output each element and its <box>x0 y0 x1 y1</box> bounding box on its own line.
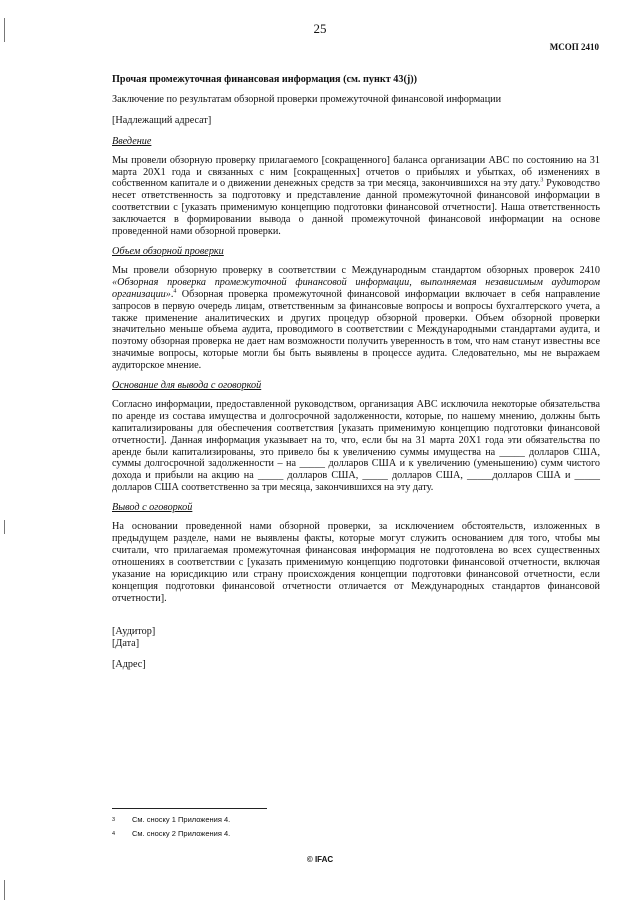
section-title-scope: Объем обзорной проверки <box>112 245 224 257</box>
signature-date: [Дата] <box>112 638 140 650</box>
signature-auditor: [Аудитор] <box>112 626 156 638</box>
footnote-ref: 4 <box>173 288 177 295</box>
footnote-text: См. сноску 1 Приложения 4. <box>132 815 231 824</box>
paragraph-scope <box>112 265 600 372</box>
footnote-number: 4 <box>112 831 116 837</box>
section-title-basis: Основание для вывода с оговоркой <box>112 380 262 392</box>
paragraph-text: Руководство несет ответственность за подготовку и представление данной промежуточной финансовой информации в соответствии с [указать применимую концепцию подготовки финансовой отчетности]. Наша ответственность заключается в формировании вывода о данной промежуточной финансовой информации на основе проведенной нами обзорной проверки. <box>112 178 600 238</box>
footnote <box>112 829 230 839</box>
paragraph-conclusion: На основании проведенной нами обзорной проверки, за исключением обстоятельств, изложенных в предыдущем разделе, нами не выявлены факты, которые могут служить основанием для того, чтобы мы считали, что прилагаемая промежуточная финансовая информация не подготовлена во всех существенных отношениях в соответствии с [указать применимую концепцию подготовки финансовой отчетности, включая указание на юрисдикцию или страну происхождения концепции подготовки финансовой отчетности, если концепция подготовки финансовой отчетности отличается от Международных стандартов финансовой отчетности]. <box>112 521 600 604</box>
document-body <box>112 74 600 671</box>
scan-edge-mark <box>4 520 5 534</box>
document-title: Прочая промежуточная финансовая информация (см. пункт 43(j)) <box>112 74 418 85</box>
standard-title: «Обзорная проверка промежуточной финансовой информации, выполняемая независимым аудитором организации» <box>112 276 600 300</box>
document-code: МСОП 2410 <box>549 42 599 52</box>
paragraph-text: Мы провели обзорную проверку в соответствии с Международным стандартом обзорных проверок 2410 <box>112 264 600 276</box>
paragraph-text: . <box>170 288 174 300</box>
footnote <box>112 815 230 825</box>
section-title-intro: Введение <box>112 135 152 147</box>
paragraph-text: Мы провели обзорную проверку прилагаемого [сокращенного] баланса организации ABC по состоянию на 31 марта 20X1 года и связанных с ним [сокращенных] отчетов о прибылях и убытках, об изменениях в собственном капитале и о движении денежных средств за три месяца, закончившихся на эту дату. <box>112 154 600 190</box>
section-title-conclusion: Вывод с оговоркой <box>112 502 193 514</box>
scan-edge-mark <box>4 880 5 900</box>
document-subtitle: Заключение по результатам обзорной проверки промежуточной финансовой информации <box>112 93 502 105</box>
paragraph-text: Обзорная проверка промежуточной финансовой информации включает в себя направление запросов в первую очередь лицам, ответственным за финансовые вопросы и вопросы бухгалтерского учета, а также применение аналитических и других процедур обзорной проверки. Объем обзорной проверки значительно меньше объема аудита, проводимого в соответствии с Международными стандартами аудита, и поэтому обзорная проверка не дает нам возможности получить уверенность в том, что нам станут известны все значимые вопросы, которые могли бы быть выявлены в процессе аудита. Следовательно, мы не выражаем аудиторское мнение. <box>112 288 600 372</box>
page-number: 25 <box>313 21 327 36</box>
footnote-text: См. сноску 2 Приложения 4. <box>132 829 231 838</box>
footnote-divider <box>112 808 267 809</box>
paragraph-basis: Согласно информации, предоставленной руководством, организация ABC исключила некоторые обязательства по аренде из состава имущества и долгосрочной задолженности, которые, по нашему мнению, должны быть капитализированы для обеспечения соответствия [указать применимую концепцию подготовки финансовой отчетности]. Данная информация указывает на то, что, если бы на 31 марта 20X1 года эти обязательства по аренде были капитализированы, это привело бы к увеличению суммы имущества на _____ долларов США, суммы долгосрочной задолженности – на _____ долларов США и к увеличению (уменьшению) сумм чистого дохода и прибыли на акцию на _____ долларов США, _____ долларов США, _____долларов США и _____ долларов США соответственно за три месяца, закончившихся на эту дату. <box>112 398 600 494</box>
paragraph-intro <box>112 155 600 238</box>
signature-address: [Адрес] <box>112 659 146 671</box>
addressee: [Надлежащий адресат] <box>112 114 212 126</box>
footnote-ref: 3 <box>540 178 544 185</box>
copyright: © IFAC <box>306 855 334 864</box>
footnote-number: 3 <box>112 817 116 823</box>
